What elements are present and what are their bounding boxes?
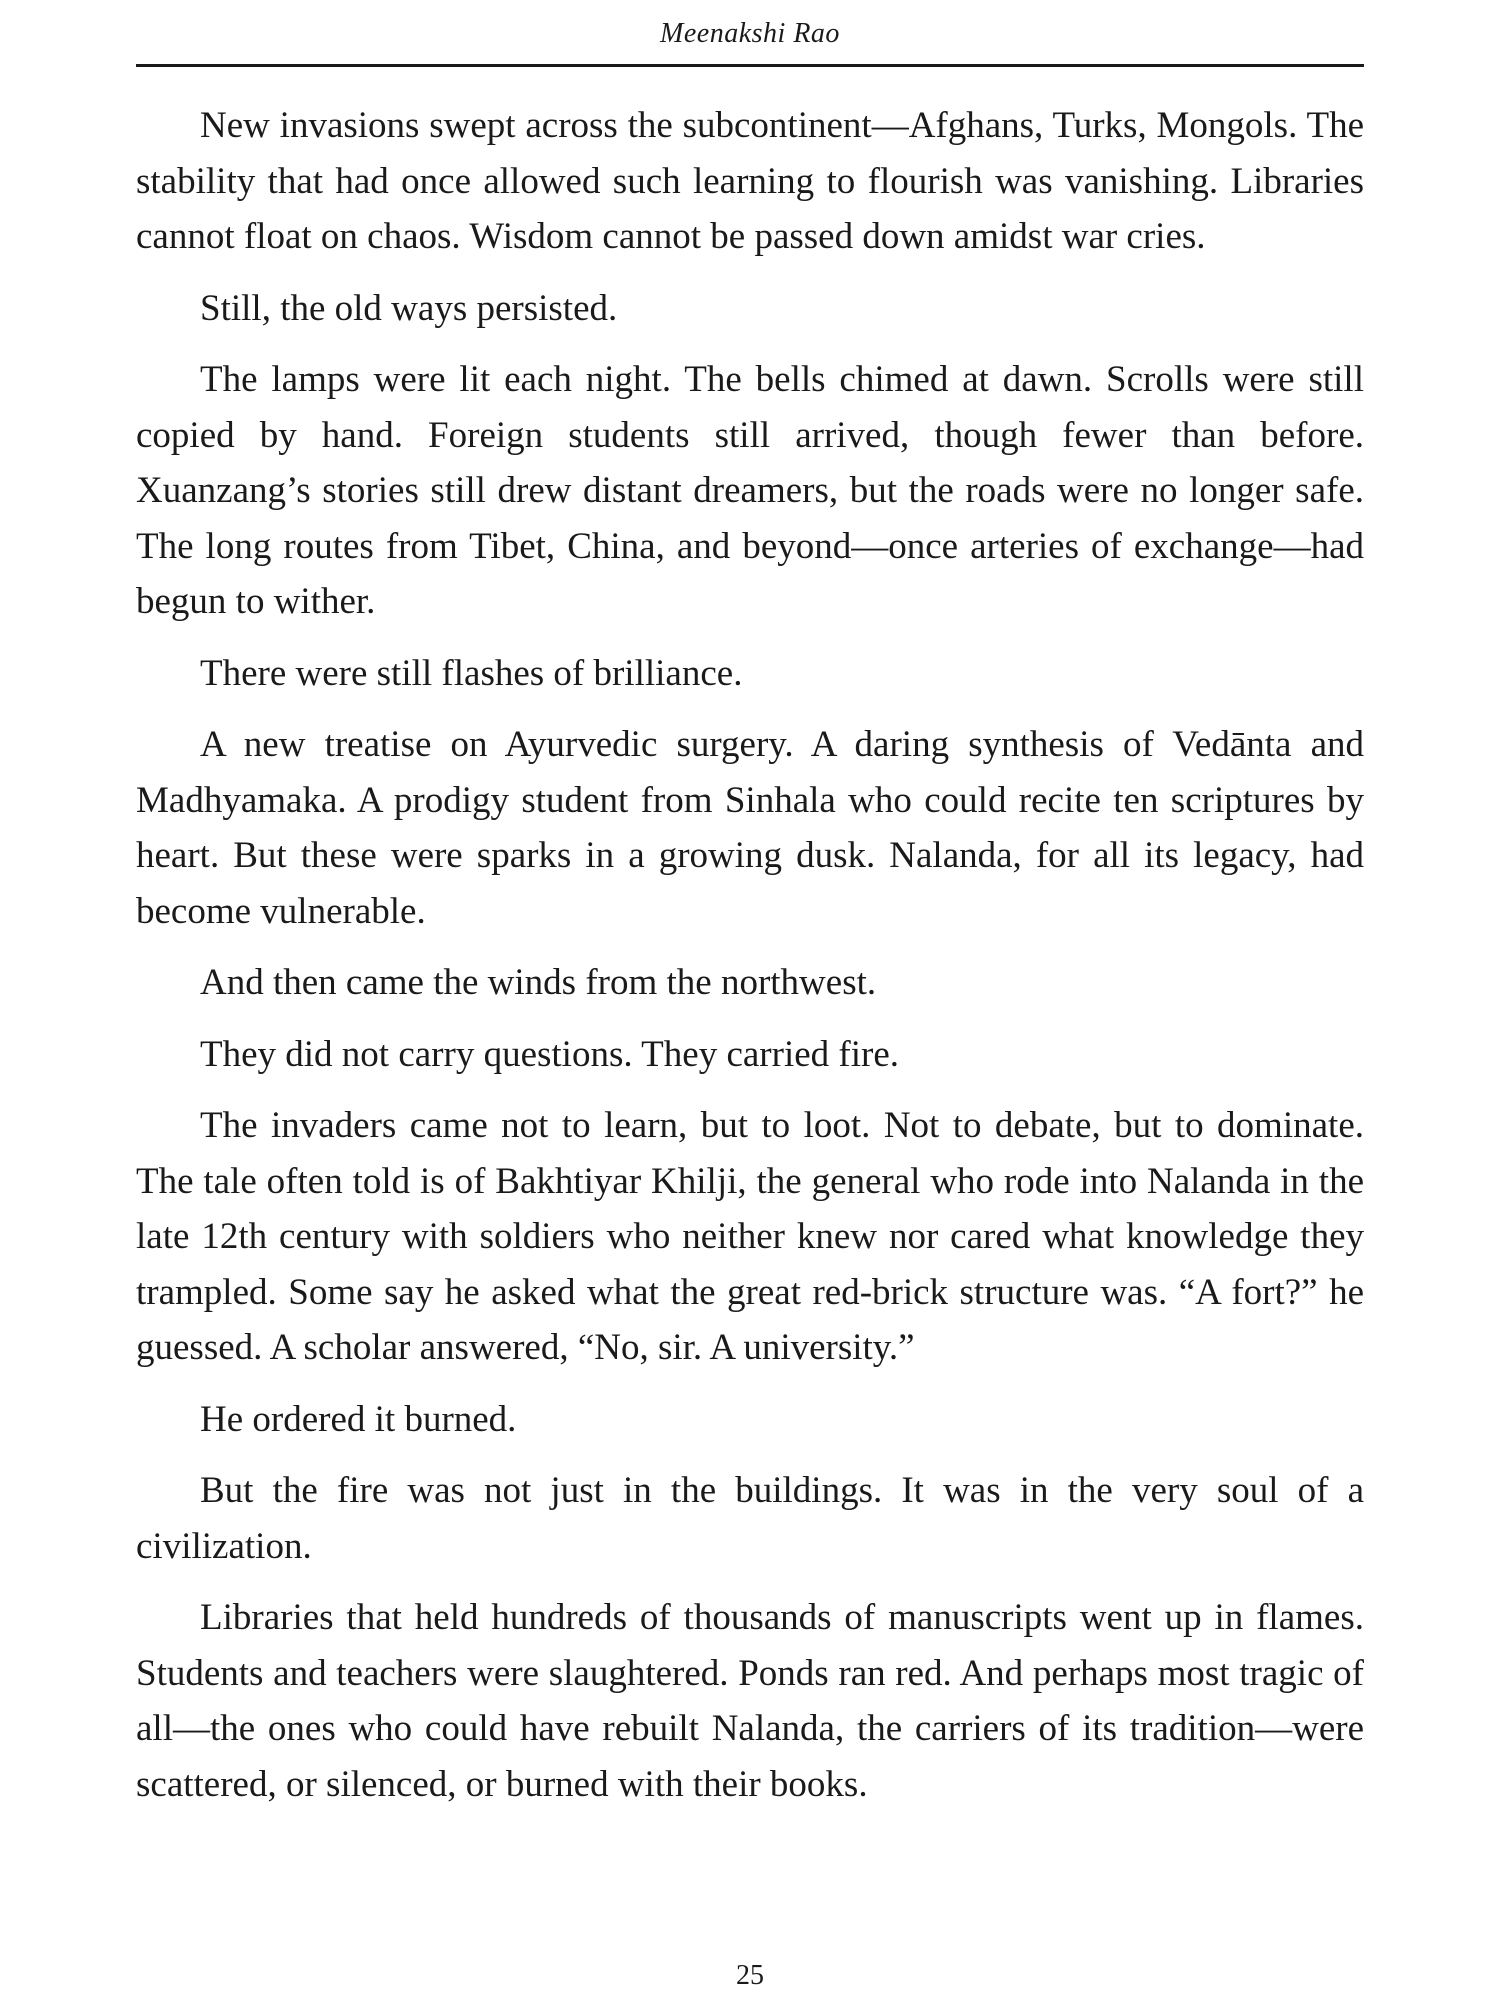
paragraph: New invasions swept across the subcontinent—Afghans, Turks, Mongols. The stability that had once allowed such learning to flourish was vanishing. Libraries cannot float on chaos. Wisdom cannot be passed down amidst war cries.: [136, 105, 1364, 257]
paragraph: But the fire was not just in the buildings. It was in the very soul of a civilization.: [136, 1470, 1364, 1567]
page-number: 25: [736, 1960, 764, 1991]
header-rule: [136, 64, 1364, 67]
paragraph: And then came the winds from the northwest.: [200, 962, 877, 1003]
paragraph: He ordered it burned.: [200, 1398, 517, 1440]
paragraph: A new treatise on Ayurvedic surgery. A daring synthesis of Vedānta and Madhyamaka. A prodigy student from Sinhala who could recite ten scriptures by heart. But these were sparks in a growing dusk. Nalanda, for all its legacy, had become vulnerable.: [136, 724, 1364, 932]
body-text: [136, 98, 1364, 1828]
paragraph: The invaders came not to learn, but to loot. Not to debate, but to dominate. The tale often told is of Bakhtiyar Khilji, the general who rode into Nalanda in the late 12th century with soldiers who neither knew nor cared what knowledge they trampled. Some say he asked what the great red-brick structure was. “A fort?” he guessed. A scholar answered, “No, sir. A university.”: [136, 1105, 1364, 1368]
running-head: Meenakshi Rao: [660, 18, 840, 49]
paragraph: There were still flashes of brilliance.: [200, 652, 743, 694]
paragraph: Still, the old ways persisted.: [200, 287, 618, 329]
paragraph: The lamps were lit each night. The bells chimed at dawn. Scrolls were still copied by hand. Foreign students still arrived, though fewer than before. Xuanzang’s stories still drew distant dreamers, but the roads were no longer safe. The long routes from Tibet, China, and beyond—once arteries of exchange—had begun to wither.: [136, 359, 1364, 622]
paragraph: Libraries that held hundreds of thousands of manuscripts went up in flames. Students and teachers were slaughtered. Ponds ran red. And perhaps most tragic of all—the ones who could have rebuilt Nalanda, the carriers of its tradition—were scattered, or silenced, or burned with their books.: [136, 1597, 1364, 1805]
paragraph: They did not carry questions. They carried fire.: [200, 1033, 899, 1075]
